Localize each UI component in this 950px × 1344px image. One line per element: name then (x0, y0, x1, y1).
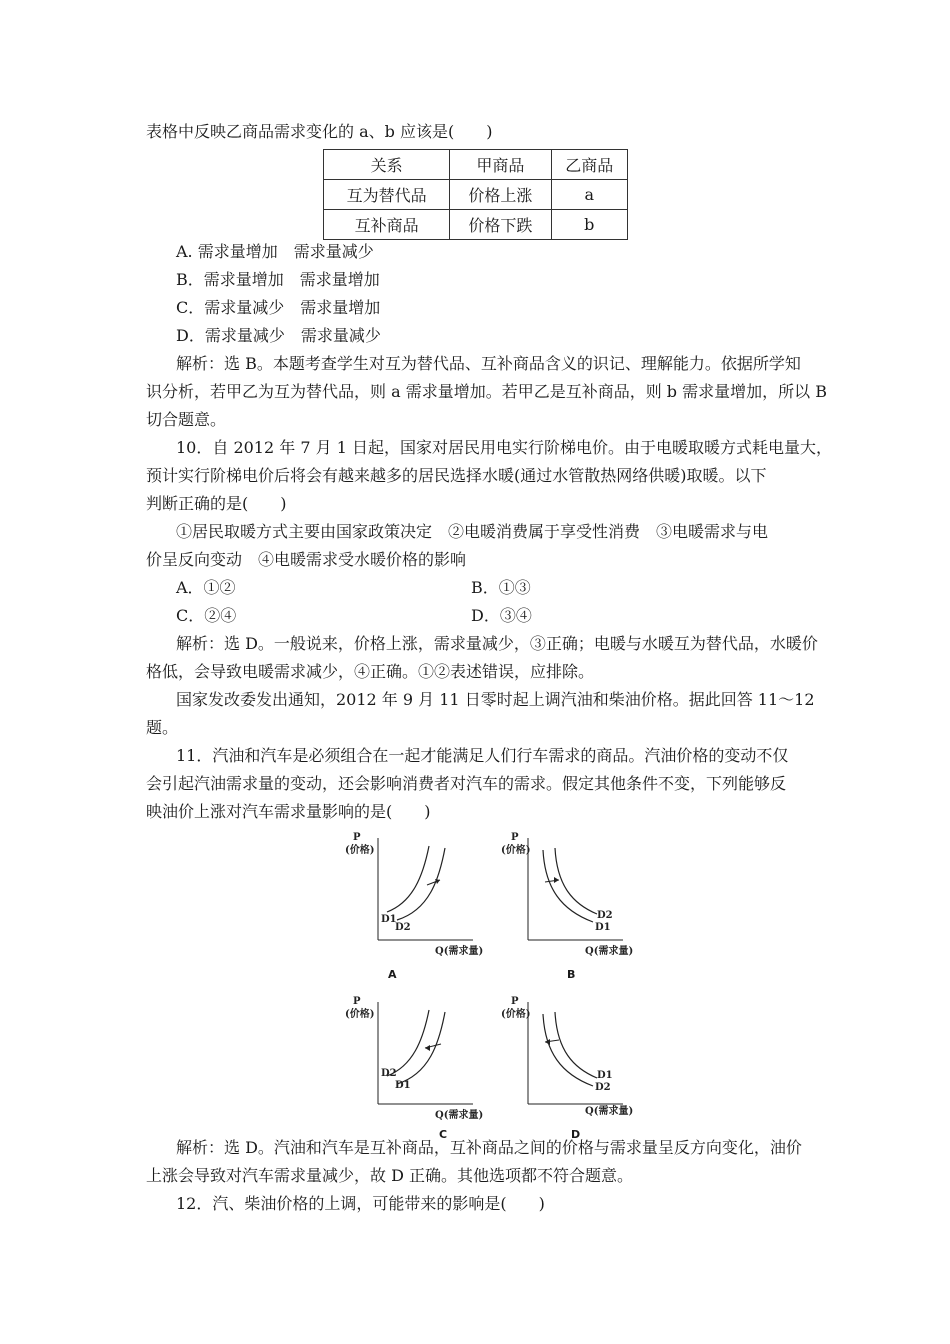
demand-curve-2 (555, 848, 597, 914)
curve-label: D1 (597, 1070, 613, 1081)
q11-analysis-line: 上涨会导致对汽车需求量减少，故 D 正确。其他选项都不符合题意。 (146, 1166, 634, 1185)
q12-stem: 12．汽、柴油价格的上调，可能带来的影响是( ) (176, 1194, 545, 1213)
demand-curve-2 (555, 1012, 597, 1078)
q10-statements-line: ①居民取暖方式主要由国家政策决定 ②电暖消费属于享受性消费 ③电暖需求与电 (176, 522, 769, 541)
table-cell: 互为替代品 (324, 180, 450, 210)
q11-stem-line: 11．汽油和汽车是必须组合在一起才能满足人们行车需求的商品。汽油价格的变动不仅 (176, 746, 789, 765)
arrow-head (554, 877, 559, 883)
graph-caption: C (439, 1128, 448, 1141)
q9-stem: 表格中反映乙商品需求变化的 a、b 应该是( ) (146, 122, 493, 141)
q10-option-a: A．①② (176, 578, 236, 597)
table-cell: 互补商品 (324, 210, 450, 240)
q9-option-d: D．需求量减少 需求量减少 (176, 326, 381, 345)
q9-option-c: C．需求量减少 需求量增加 (176, 298, 381, 317)
q10-analysis-line: 格低，会导致电暖需求减少，④正确。①②表述错误，应排除。 (146, 662, 595, 681)
q10-stem-line: 预计实行阶梯电价后将会有越来越多的居民选择水暖(通过水管散热网络供暖)取暖。以下 (146, 466, 767, 485)
curve-label: D1 (395, 1080, 411, 1091)
table-row (324, 210, 628, 240)
demand-curve-1 (387, 846, 429, 912)
curve-label: D1 (595, 922, 611, 933)
graph-a (343, 828, 493, 982)
demand-curve-2 (397, 1012, 445, 1084)
q9-analysis-line: 识分析，若甲乙为互为替代品，则 a 需求量增加。若甲乙是互补商品，则 b 需求量增加，所以 B (146, 382, 827, 401)
q-axis-label: Q(需求量) (585, 946, 634, 957)
graph-b (493, 828, 643, 982)
table-header-cell: 乙商品 (551, 150, 627, 180)
graph-caption: B (567, 968, 576, 981)
q11-stem-line: 会引起汽油需求量的变动，还会影响消费者对汽车的需求。假定其他条件不变，下列能够反 (146, 774, 787, 793)
q10-statements-line: 价呈反向变动 ④电暖需求受水暖价格的影响 (146, 550, 467, 569)
intro-line: 国家发改委发出通知，2012 年 9 月 11 日零时起上调汽油和柴油价格。据此回答 11～12 (176, 690, 815, 709)
q10-stem-line: 10．自 2012 年 7 月 1 日起，国家对居民用电实行阶梯电价。由于电暖取暖方式耗电量大， (176, 438, 832, 457)
q9-analysis-line: 切合题意。 (146, 410, 227, 429)
q10-option-b: B．①③ (471, 578, 531, 597)
q11-analysis-line: 解析：选 D。汽油和汽车是互补商品，互补商品之间的价格与需求量呈反方向变化，油价 (176, 1138, 802, 1157)
q10-analysis-line: 解析：选 D。一般说来，价格上涨，需求量减少，③正确；电暖与水暖互为替代品，水暖价 (176, 634, 818, 653)
p-axis-unit: (价格) (501, 1009, 531, 1020)
demand-curve-1 (543, 850, 593, 922)
p-axis-unit: (价格) (345, 845, 375, 856)
curve-label: D2 (381, 1068, 397, 1079)
graph-caption: D (571, 1128, 581, 1141)
table-header-cell: 关系 (324, 150, 450, 180)
q-axis-label: Q(需求量) (435, 946, 484, 957)
table-cell: b (551, 210, 627, 240)
table-cell: a (551, 180, 627, 210)
relation-table (323, 149, 628, 240)
intro-line: 题。 (146, 718, 179, 737)
q-axis-label: Q(需求量) (585, 1106, 634, 1117)
q11-stem-line: 映油价上涨对汽车需求量影响的是( ) (146, 802, 431, 821)
p-axis-label: P (353, 832, 361, 843)
p-axis-label: P (511, 996, 519, 1007)
table-cell: 价格上涨 (450, 180, 551, 210)
table-row (324, 180, 628, 210)
q10-stem-line: 判断正确的是( ) (146, 494, 287, 513)
demand-curve-1 (387, 1010, 429, 1076)
p-axis-unit: (价格) (501, 845, 531, 856)
graph-c (343, 992, 493, 1146)
table-row (324, 150, 628, 180)
curve-label: D2 (395, 922, 411, 933)
curve-label: D1 (381, 914, 397, 925)
arrow-head (425, 1045, 430, 1051)
q9-option-b: B．需求量增加 需求量增加 (176, 270, 380, 289)
p-axis-unit: (价格) (345, 1009, 375, 1020)
q9-analysis-line: 解析：选 B。本题考查学生对互为替代品、互补商品含义的识记、理解能力。依据所学知 (176, 354, 801, 373)
graph-caption: A (388, 968, 397, 981)
curve-label: D2 (595, 1082, 611, 1093)
curve-label: D2 (597, 910, 613, 921)
q10-option-c: C．②④ (176, 606, 237, 625)
q-axis-label: Q(需求量) (435, 1110, 484, 1121)
table-cell: 价格下跌 (450, 210, 551, 240)
p-axis-label: P (353, 996, 361, 1007)
table-header-cell: 甲商品 (450, 150, 551, 180)
q9-option-a: A. 需求量增加 需求量减少 (176, 242, 374, 261)
graph-d (493, 992, 643, 1146)
demand-curve-1 (543, 1014, 593, 1086)
q10-option-d: D．③④ (471, 606, 532, 625)
demand-curve-2 (397, 848, 445, 920)
p-axis-label: P (511, 832, 519, 843)
